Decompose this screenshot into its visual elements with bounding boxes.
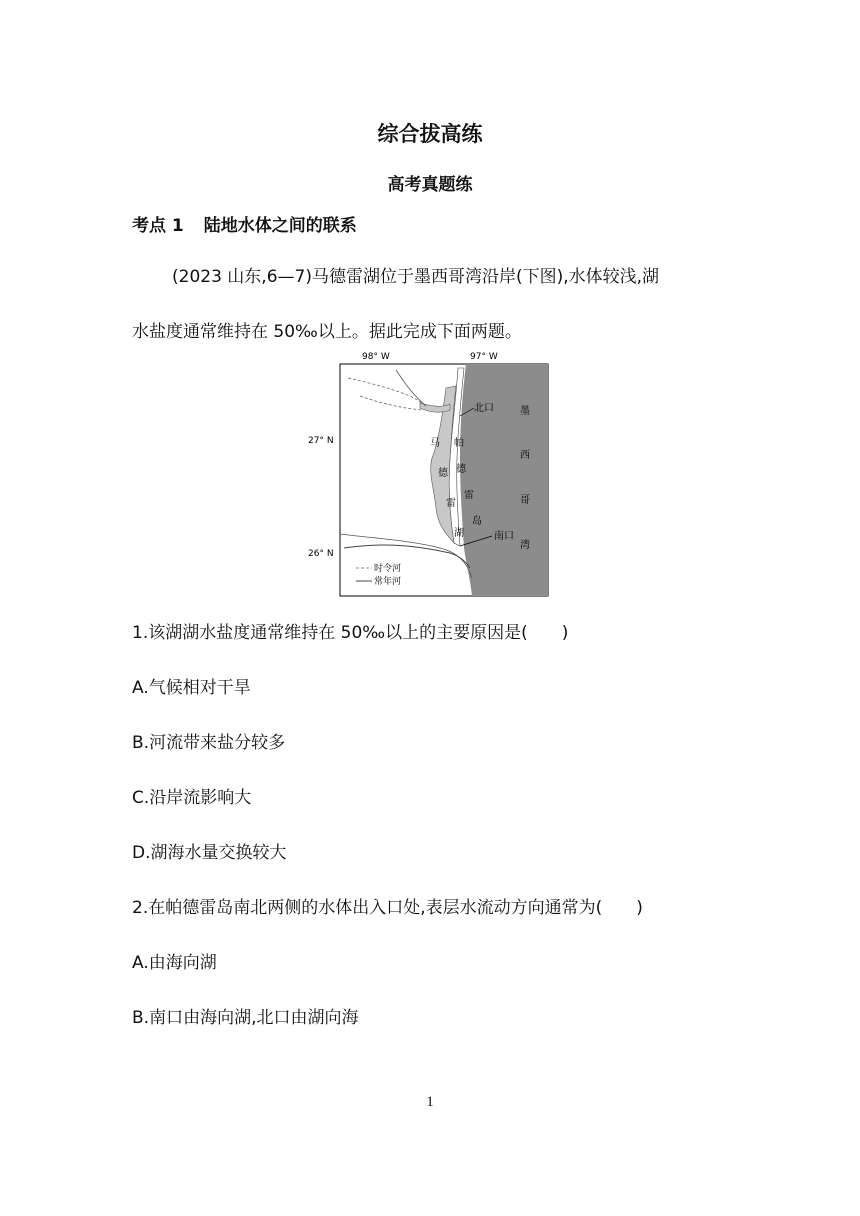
gulf-label-4: 湾: [520, 540, 530, 551]
gulf-label-1: 墨: [520, 406, 530, 417]
section-topic: 陆地水体之间的联系: [203, 216, 357, 236]
page-title: 综合拔高练: [377, 122, 483, 146]
lake-label-2: 德: [438, 468, 448, 479]
island-label-4: 岛: [472, 516, 482, 527]
question-2-option-b: B.南口由海向湖,北口由湖向海: [132, 1008, 359, 1028]
south-inlet-label: 南口: [494, 531, 514, 542]
page-number: 1: [426, 1094, 434, 1110]
question-1-option-d: D.湖海水量交换较大: [132, 843, 287, 863]
lon-label-97: 97° W: [470, 352, 498, 362]
question-2-stem: 2.在帕德雷岛南北两侧的水体出入口处,表层水流动方向通常为( ): [132, 898, 643, 918]
north-inlet-label: 北口: [474, 403, 494, 414]
lat-label-26: 26° N: [308, 549, 334, 559]
lake-label-4: 湖: [454, 528, 464, 539]
lake-label-3: 雷: [446, 498, 456, 509]
legend-seasonal: 时令河: [374, 564, 402, 574]
question-1-stem: 1.该湖湖水盐度通常维持在 50‰以上的主要原因是( ): [132, 623, 569, 643]
intro-line-2: 水盐度通常维持在 50‰以上。据此完成下面两题。: [132, 322, 522, 342]
gulf-sea: [460, 364, 548, 596]
question-1-option-c: C.沿岸流影响大: [132, 788, 252, 808]
lake-label-1: 马: [430, 438, 440, 449]
section-heading: [132, 211, 357, 236]
page-subtitle: 高考真题练: [387, 175, 473, 195]
lat-label-27: 27° N: [308, 436, 334, 446]
legend-perennial: 常年河: [374, 577, 402, 587]
gulf-label-3: 哥: [520, 495, 530, 506]
question-2-option-a: A.由海向湖: [132, 953, 217, 973]
question-1-option-a: A.气候相对干旱: [132, 678, 251, 698]
lon-label-98: 98° W: [362, 352, 390, 362]
intro-line-1: (2023 山东,6—7)马德雷湖位于墨西哥湾沿岸(下图),水体较浅,湖: [172, 267, 660, 287]
island-label-3: 雷: [464, 490, 474, 501]
gulf-label-2: 西: [520, 450, 530, 461]
madre-lagoon-map: [300, 348, 560, 600]
question-1-option-b: B.河流带来盐分较多: [132, 733, 286, 753]
island-label-1: 帕: [454, 438, 464, 449]
island-label-2: 德: [456, 464, 466, 475]
section-label: 考点 1: [132, 216, 184, 236]
